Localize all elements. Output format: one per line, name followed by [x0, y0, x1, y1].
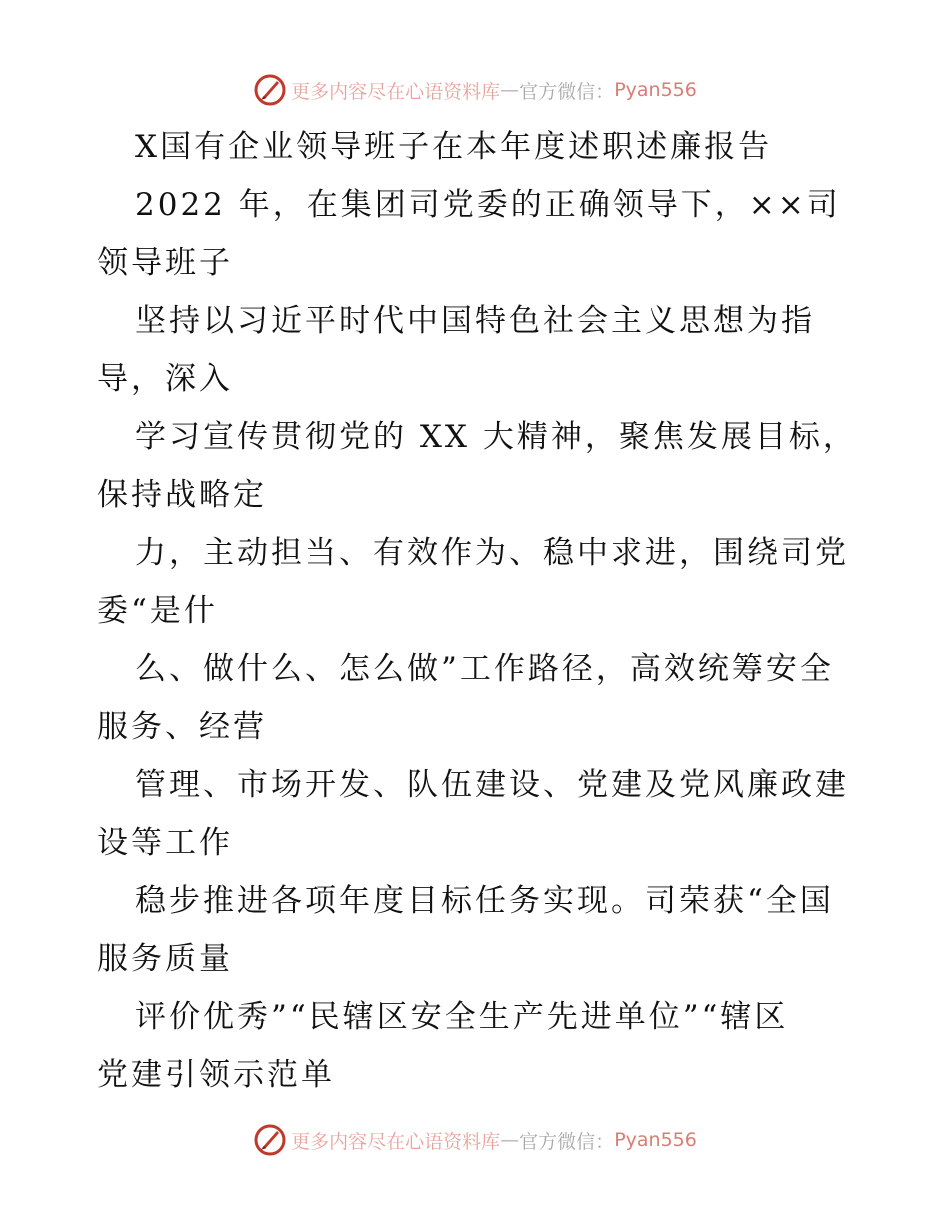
document-body — [97, 118, 857, 1104]
body-line: 服务、经营 — [97, 709, 267, 745]
body-line: 2022 年，在集团司党委的正确领导下，××司 — [135, 187, 841, 223]
body-line: 导，深入 — [97, 361, 233, 397]
body-line: 领导班子 — [97, 245, 233, 281]
body-line: 么、做什么、怎么做”工作路径，高效统筹安全 — [135, 651, 834, 687]
watermark-header — [0, 70, 950, 110]
body-line: 评价优秀”“民辖区安全生产先进单位”“辖区 — [135, 999, 789, 1035]
watermark-footer — [0, 1120, 950, 1160]
quill-pen-logo-icon — [253, 73, 287, 107]
body-line: 服务质量 — [97, 941, 233, 977]
watermark-brand: 更多内容尽在心语资料库 — [291, 80, 501, 103]
watermark-dash: — — [500, 1129, 520, 1151]
watermark-brand: 更多内容尽在心语资料库 — [291, 1130, 501, 1153]
body-line: 管理、市场开发、队伍建设、党建及党风廉政建 — [135, 767, 849, 803]
quill-pen-logo-icon — [253, 1123, 287, 1157]
body-line: 设等工作 — [97, 825, 233, 861]
document-title: X国有企业领导班子在本年度述职述廉报告 — [135, 129, 773, 165]
body-line: 稳步推进各项年度目标任务实现。司荣获“全国 — [135, 883, 834, 919]
body-line: 力，主动担当、有效作为、稳中求进，围绕司党 — [135, 535, 849, 571]
watermark-official-label: 官方微信： — [519, 80, 615, 103]
body-line: 党建引领示范单 — [97, 1057, 335, 1093]
watermark-wechat-id: Pyan556 — [614, 79, 697, 101]
body-line: 保持战略定 — [97, 477, 267, 513]
watermark-wechat-id: Pyan556 — [614, 1129, 697, 1151]
body-line: 坚持以习近平时代中国特色社会主义思想为指 — [135, 303, 815, 339]
watermark-dash: — — [500, 79, 520, 101]
body-line: 学习宣传贯彻党的 XX 大精神，聚焦发展目标， — [135, 419, 857, 455]
body-line: 委“是什 — [97, 593, 218, 629]
watermark-official-label: 官方微信： — [519, 1130, 615, 1153]
